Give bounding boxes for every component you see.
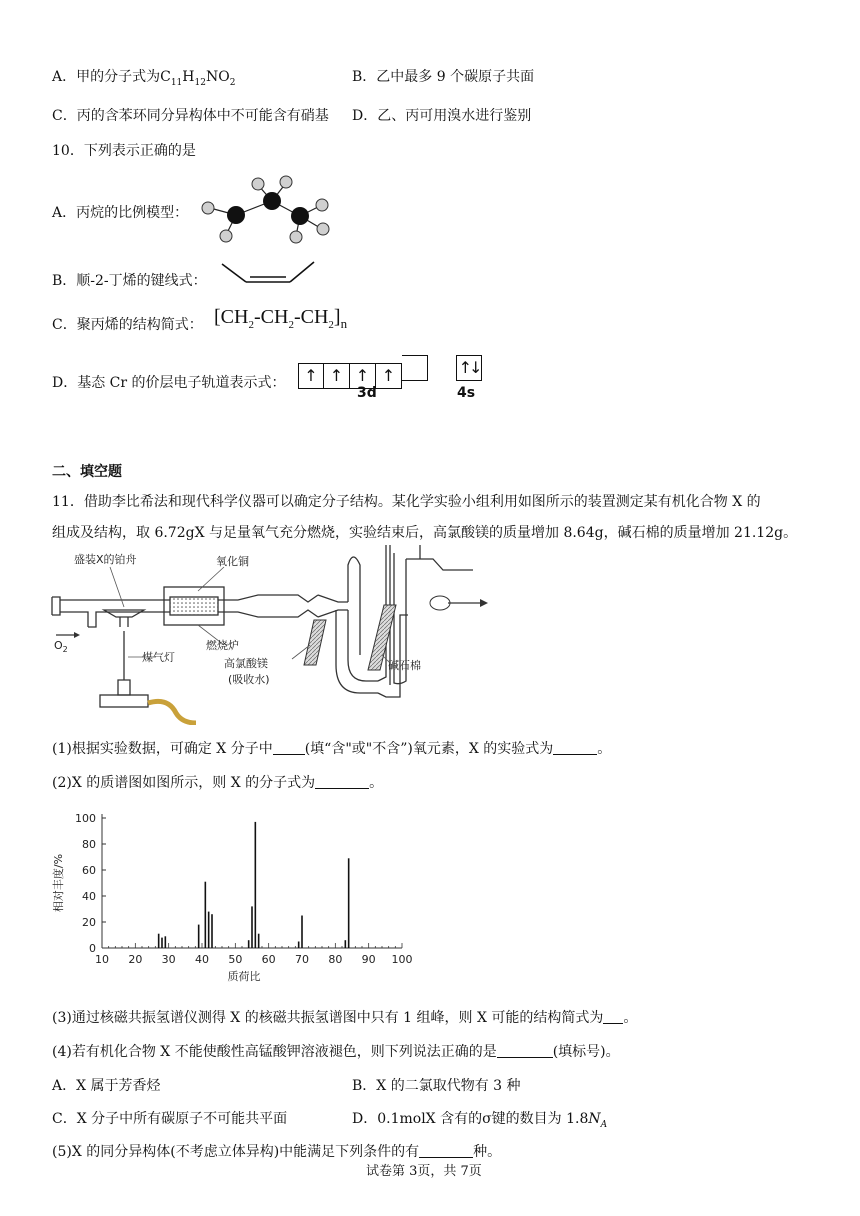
chart-x-tick-label: 20	[128, 953, 143, 966]
chart-y-tick-label: 0	[89, 942, 96, 955]
chart-ylabel: 相对丰度/%	[52, 853, 65, 913]
answer-blank[interactable]	[273, 740, 305, 755]
label-o2: $O_2$	[54, 639, 68, 654]
section-title: 二、填空题	[52, 464, 122, 480]
q10-option-a: A．丙烷的比例模型：	[52, 205, 189, 221]
q11-stem-line1: 11．借助李比希法和现代科学仪器可以确定分子结构。某化学实验小组利用如图所示的装置测定某有机化合物 X 的	[52, 494, 761, 510]
mass-spectrum-chart	[48, 806, 418, 986]
q11-part4-option-c: C．X 分子中所有碳原子不可能共平面	[52, 1111, 288, 1127]
q9-option-b: B．乙中最多 9 个碳原子共面	[352, 69, 535, 85]
label-mgclo4-note: (吸收水)	[228, 673, 270, 686]
cis-2-butene-skeletal-formula	[218, 258, 318, 288]
chart-x-tick-label: 100	[391, 953, 413, 966]
q9-option-c: C．丙的含苯环同分异构体中不可能含有硝基	[52, 108, 329, 124]
chart-x-tick-label: 10	[95, 953, 109, 966]
chart-x-tick-label: 50	[228, 953, 243, 966]
q11-part4: (4)若有机化合物 X 不能使酸性高锰酸钾溶液褪色，则下列说法正确的是 (填标号)。	[52, 1044, 620, 1060]
q9-option-d: D．乙、丙可用溴水进行鉴别	[352, 108, 532, 124]
answer-blank[interactable]	[603, 1009, 623, 1024]
chart-x-tick-label: 30	[161, 953, 176, 966]
combustion-apparatus-diagram	[48, 545, 498, 725]
q9-option-a: A．甲的分子式为$C_{11}H_{12}NO_2$	[52, 69, 236, 88]
orbital-3d-label: 3d	[357, 385, 377, 401]
chart-xlabel: 质荷比	[227, 970, 261, 983]
label-mgclo4: 高氯酸镁	[224, 657, 268, 670]
polypropylene-formula: $[CH_2-CH_2-CH_2]_n$	[214, 306, 348, 331]
chart-x-tick-label: 80	[328, 953, 343, 966]
q11-stem-line2: 组成及结构，取 6.72gX 与足量氧气充分燃烧，实验结束后，高氯酸镁的质量增加 8.64g，碱石棉的质量增加 21.12g。	[52, 525, 798, 541]
label-lamp: 煤气灯	[142, 651, 175, 664]
q11-part4-option-b: B．X 的二氯取代物有 3 种	[352, 1078, 521, 1094]
q10-option-d: D．基态 Cr 的价层电子轨道表示式：	[52, 375, 286, 391]
orbital-4s: ↑↓	[456, 355, 482, 381]
q11-part3: (3)通过核磁共振氢谱仪测得 X 的核磁共振氢谱图中只有 1 组峰，则 X 可能的结构简式为 。	[52, 1010, 638, 1026]
chart-y-tick-label: 100	[75, 812, 96, 825]
answer-blank[interactable]	[553, 740, 597, 755]
chart-y-tick-label: 80	[82, 838, 96, 851]
chart-y-tick-label: 60	[82, 864, 96, 877]
propane-space-filling-model	[196, 172, 336, 248]
q10-option-b: B．顺-2-丁烯的键线式：	[52, 273, 207, 289]
q10-stem: 10．下列表示正确的是	[52, 143, 196, 159]
q10-option-c: C．聚丙烯的结构简式：	[52, 317, 203, 333]
q11-part1: (1)根据实验数据，可确定 X 分子中 (填“含"或"不含”)氧元素，X 的实验式为 。	[52, 741, 612, 757]
q11-part5: (5)X 的同分异构体(不考虑立体异构)中能满足下列条件的有 种。	[52, 1144, 502, 1160]
label-furnace: 燃烧炉	[206, 639, 239, 652]
chart-x-tick-label: 40	[195, 953, 209, 966]
q11-part4-option-a: A．X 属于芳香烃	[52, 1078, 161, 1094]
q11-part4-option-d: D．0.1molX 含有的σ键的数目为 $1.8N_A$	[352, 1111, 608, 1130]
label-soda-asbestos: 碱石棉	[388, 659, 421, 672]
page-footer: 试卷第 3页，共 7页	[366, 1164, 482, 1179]
chart-x-tick-label: 60	[261, 953, 276, 966]
q11-part2: (2)X 的质谱图如图所示，则 X 的分子式为 。	[52, 775, 384, 791]
chart-x-tick-label: 70	[295, 953, 309, 966]
orbital-4s-label: 4s	[457, 385, 476, 401]
chart-y-tick-label: 20	[82, 916, 96, 929]
orbital-3d: ↑ ↑ ↑ ↑	[298, 355, 428, 389]
label-cuo: 氧化铜	[216, 555, 249, 568]
chart-x-tick-label: 90	[361, 953, 376, 966]
answer-blank[interactable]	[497, 1043, 553, 1058]
chart-y-tick-label: 40	[82, 890, 96, 903]
answer-blank[interactable]	[419, 1143, 473, 1158]
answer-blank[interactable]	[315, 774, 369, 789]
label-pt-boat: 盛装X的铂舟	[74, 553, 137, 566]
